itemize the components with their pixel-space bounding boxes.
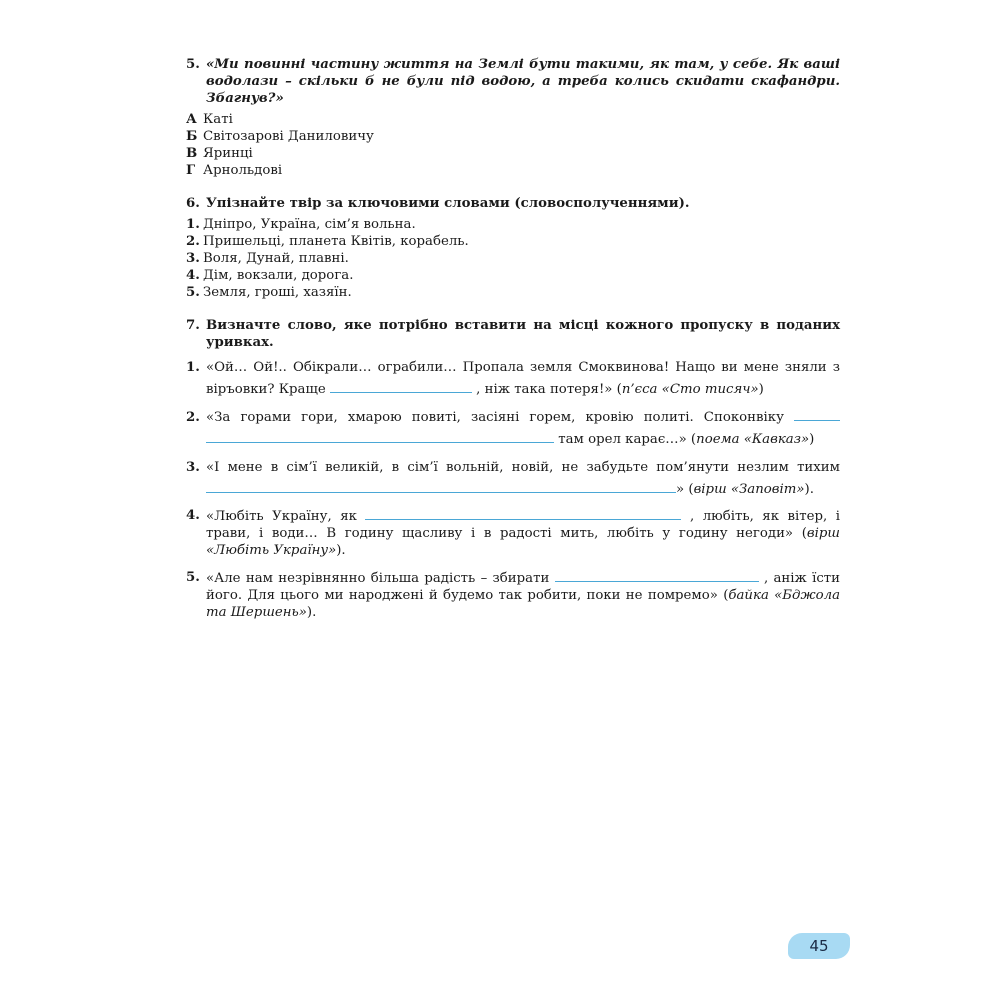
excerpt-2: 2. «За горами гори, хмарою повиті, засіяні горем, кровію политі. Споконвіку там орел карає…» (поема «Кавказ») — [186, 407, 840, 451]
answer-option: В Яринці — [186, 146, 253, 161]
fill-blank[interactable] — [365, 507, 681, 520]
answer-option: Г Арнольдові — [186, 163, 283, 178]
question-number: 5. — [186, 57, 200, 72]
list-item: 4. Дім, вокзали, дорога. — [186, 268, 354, 283]
excerpt-3: 3. «І мене в сім’ї великій, в сім’ї вольній, новій, не забудьте пом’янути незлим тихим » (вірш «Заповіт»). — [186, 460, 840, 497]
fill-blank[interactable] — [330, 380, 472, 393]
question-number: 7. — [186, 318, 200, 333]
fill-blank[interactable] — [206, 480, 676, 493]
excerpt-1: 1. «Ой… Ой!.. Обікрали… ограбили… Пропала земля Смоквинова! Нащо ви мене зняли з віръовки? Краще , ніж така потеря!» (п’єса «Сто тисяч») — [186, 360, 840, 397]
question-text: Визначте слово, яке потрібно вставити на місці кожного пропуску в поданих уривках. — [206, 318, 840, 350]
question-6 — [186, 195, 840, 301]
fill-blank[interactable] — [555, 569, 759, 582]
question-text: «Ми повинні частину життя на Землі бути такими, як там, у себе. Як ваші водолази – скільки б не були під водою, а треба колись скидати скафандри. Збагнув?» — [206, 57, 840, 106]
list-item: 2. Пришельці, планета Квітів, корабель. — [186, 234, 469, 249]
excerpt-5: 5. «Але нам незрівнянно більша радість – збирати , аніж їсти його. Для цього ми народжені й будемо так робити, поки не помремо» (байка «Бджола та Шершень»). — [186, 570, 840, 620]
question-5 — [186, 56, 840, 179]
page-content — [186, 56, 840, 635]
fill-blank[interactable] — [794, 408, 840, 421]
excerpt-4: 4. «Любіть Україну, як , любіть, як вітер, і трави, і води… В годину щасливу і в радості мить, любіть у годину негоди» (вірш «Любіть Україну»). — [186, 508, 840, 558]
question-7 — [186, 317, 840, 621]
answer-option: Б Світозарові Даниловичу — [186, 129, 374, 144]
question-text: Упізнайте твір за ключовими словами (словосполученнями). — [206, 196, 690, 211]
question-number: 6. — [186, 196, 200, 211]
answer-option: А Каті — [186, 112, 233, 127]
list-item: 5. Земля, гроші, хазяїн. — [186, 285, 352, 300]
list-item: 1. Дніпро, Україна, сім’я вольна. — [186, 217, 416, 232]
page-number: 45 — [788, 933, 850, 959]
fill-blank[interactable] — [206, 430, 554, 443]
list-item: 3. Воля, Дунай, плавні. — [186, 251, 349, 266]
